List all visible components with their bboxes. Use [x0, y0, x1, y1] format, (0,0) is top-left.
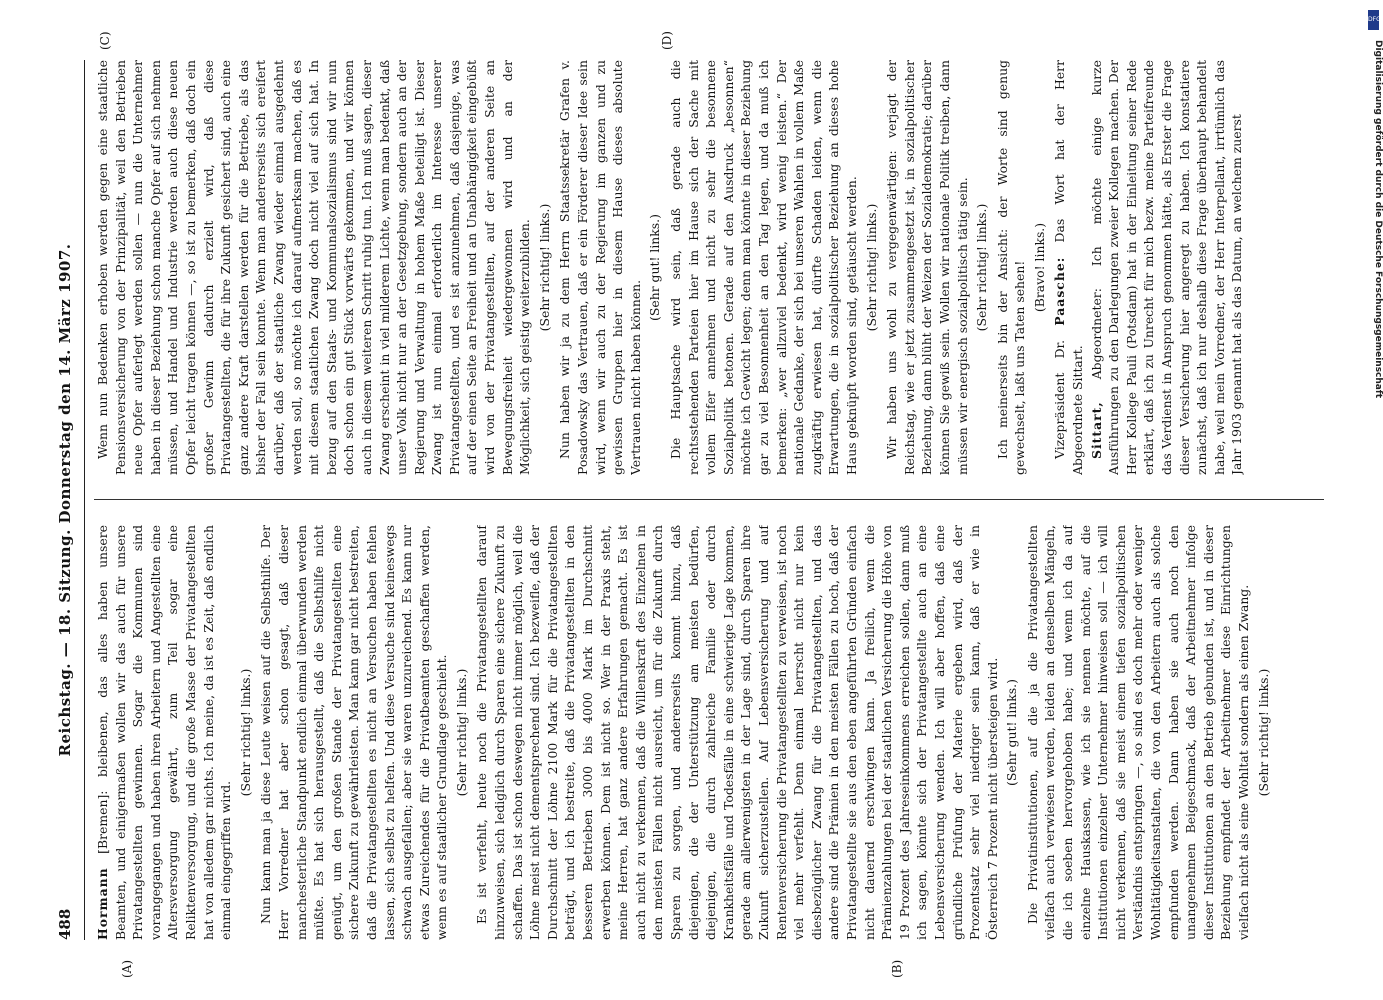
paragraph: [1088, 60, 1246, 475]
speaker-party: [Bremen]:: [95, 790, 110, 854]
paragraph: Wir haben uns wohl zu vergegenwärtigen: verjagt der Reichstag, wie er jetzt zusammengesetzt ist, in sozialpolitischer Beziehung, dann blüht der Weizen der Sozialdemokratie; darüber können Sie gewiß sein. Wollen wir nationale Politik treiben, dann müssen wir energisch sozialpolitisch tätig sein.: [884, 60, 970, 475]
interjection: (Sehr richtig! links.): [453, 668, 469, 797]
page-number: 488: [56, 908, 74, 940]
interjection: (Sehr richtig! links.): [237, 668, 253, 797]
left-column: [94, 525, 1324, 940]
interjection: (Sehr richtig! links.): [974, 203, 990, 332]
paragraph: Nun kann man ja diese Leute weisen auf die Selbsthilfe. Der Herr Vorredner hat aber schon gesagt, daß dieser manchesterliche Standpunkt endlich einmal überwunden werden müßte. Es hat sich herausgestellt, daß die Selbsthilfe nicht genügt, um den großen Stande der Privatangestellten eine sichere Zukunft zu gewährleisten. Man kann gar nicht bestreiten, daß die Privatangestellten es nicht an Versuchen haben fehlen lassen, sich selbst zu helfen. Und diese Versuche sind keineswegs schwach ausgefallen; aber sie waren unzureichend. Es kann nur etwas Zureichendes für die Privatbeamten geschaffen werden, wenn es auf staatlicher Grundlage geschieht.: [258, 525, 450, 940]
speaker-name: Sittart,: [1088, 401, 1104, 459]
paragraph: Ich meinerseits bin der Ansicht: der Worte sind genug gewechselt, laßt uns Taten sehen!: [994, 60, 1028, 475]
interjection: (Sehr gut! links.): [647, 214, 663, 321]
paragraph: [1051, 60, 1086, 475]
dfg-logo: DFG: [1368, 10, 1379, 30]
speaker-name: Hormann: [95, 867, 110, 940]
margin-marker-c: (C): [98, 31, 112, 50]
vice-president-title: Vizepräsident Dr.: [1052, 339, 1068, 459]
right-column: [94, 60, 1324, 475]
paragraph-text: Das Wort hat der Herr Abgeordnete Sittart.: [1052, 60, 1086, 475]
page-header: [50, 60, 85, 940]
paragraph: Es ist verfehlt, heute noch die Privatangestellten darauf hinzuweisen, sich lediglich durch Sparen eine sichere Zukunft zu schaffen. Das ist schon deswegen nicht immer möglich, weil die Löhne meist nicht dementsprechend sind. Ich bezweifle, daß der Durchschnitt der Löhne 2100 Mark für die Privatangestellten beträgt, und ich bestreite, daß die Privatangestellten in den besseren Betrieben 3000 bis 4000 Mark im Durchschnitt erwerben können. Dem ist nicht so. Wer in der Praxis steht, meine Herren, hat ganz andere Erfahrungen gemacht. Es ist auch nicht zu verkennen, daß die Willenskraft des Einzelnen in den meisten Fällen nicht ausreicht, um für die Zukunft durch Sparen zu sorgen, und andererseits kommt hinzu, daß diejenigen, die der Unterstützung am meisten bedürfen, diejenigen, die durch zahlreiche Familie oder durch Krankheitsfälle und Todesfälle in eine schwierige Lage kommen, gerade am allerwenigsten in der Lage sind, durch Sparen ihre Zukunft sicherzustellen. Auf Lebensversicherung und auf Rentenversicherung die Privatangestellten zu verweisen, ist noch viel mehr verfehlt. Denn einmal herrscht nicht nur kein diesbezüglicher Zwang für die Privatangestellten, und das andere sind die Prämien in den meisten Fällen zu hoch, daß der Privatangestellte sie aus den eben angeführten Gründen einfach nicht dauernd erschwingen kann. Ja freilich, wenn die Prämienzahlungen bei der staatlichen Versicherung die Höhe von 19 Prozent des Jahreseinkommens erreichen sollen, dann muß ich sagen, könnte sich der Privatangestellte auch an eine Lebensversicherung wenden. Ich will aber hoffen, daß eine gründliche Prüfung der Materie ergeben wird, daß der Prozentsatz sehr viel niedriger sein kann, daß er wie in Österreich 7 Prozent nicht übersteigen wird.: [474, 525, 1000, 940]
running-head: Reichstag. — 18. Sitzung. Donnerstag den 14. März 1907.: [56, 243, 74, 757]
rotated-document-page: [50, 31, 1350, 978]
paragraph: [94, 525, 235, 940]
margin-marker-a: (A): [120, 959, 134, 978]
interjection: (Sehr richtig! links.): [1255, 668, 1271, 797]
paragraph: Die Privatinstitutionen, auf die ja die Privatangestellten vielfach auch verwiesen werden, leiden an denselben Mängeln, die ich soeben hervorgehoben habe; und wenn ich da auf einzelne Hauskassen, wie ich sie nennen möchte, auf die Institutionen einzelner Unternehmer hinweisen soll — ich will nicht verkennen, daß sie meist einem tiefen sozialpolitischen Verständnis entspringen —, so sind es doch mehr oder weniger Wohltätigkeitsanstalten, die von den Arbeitern auch als solche empfunden werden. Dann haben sie auch noch den unangenehmen Beigeschmack, daß der Arbeitnehmer infolge dieser Institutionen an den Betrieb gebunden ist, und in dieser Beziehung empfindet der Arbeitnehmer diese Einrichtungen vielfach nicht als eine Wohltat sondern als einen Zwang.: [1024, 525, 1251, 940]
interjection: (Sehr gut! links.): [1004, 679, 1020, 786]
paragraph: Nun haben wir ja zu dem Herrn Staatssekretär Grafen v. Posadowsky das Vertrauen, daß er ein Förderer dieser Idee sein wird, wenn wir auch zu der Regierung im ganzen und zu gewissen Gruppen hier in diesem Hause dieses absolute Vertrauen nicht haben können.: [557, 60, 643, 475]
speaker-name: Paasche:: [1052, 256, 1068, 326]
paragraph: Wenn nun Bedenken erhoben werden gegen eine staatliche Pensionsversicherung von der Prinzipalität, weil den Betrieben neue Opfer auferlegt werden sollen — nun die Unternehmer haben in dieser Beziehung schon manche Opfer auf sich nehmen müssen, und Handel und Industrie werden auch diese neuen Opfer leicht tragen können —, so ist zu bemerken, daß doch ein großer Gewinn dadurch erzielt wird, daß diese Privatangestellten, die für ihre Zukunft gesichert sind, auch eine ganz andere Kraft darstellen werden für die Betriebe, als das bisher der Fall sein konnte. Wenn man andererseits sich ereifert darüber, daß der staatliche Zwang wieder einmal ausgedehnt werden soll, so möchte ich darauf aufmerksam machen, daß es mit diesem staatlichen Zwang doch nicht viel auf sich hat. In bezug auf den Staats- und Kommunalsozialismus sind wir nun doch schon ein gut Stück vorwärts gekommen, und wir können auch in diesem weiteren Schritt ruhig tun. Ich muß sagen, dieser Zwang erscheint in viel milderem Lichte, wenn man bedenkt, daß unser Volk nicht nur an der Gesetzgebung, sondern auch an der Regierung und Verwaltung in hohem Maße beteiligt ist. Dieser Zwang ist nun einmal erforderlich im Interesse unserer Privatangestellten, und es ist anzunehmen, daß dasjenige, was auf der einen Seite an Freiheit und an Unabhängigkeit eingebüßt wird von der Privatangestellten, auf der anderen Seite an Bewegungsfreiheit wiedergewonnen wird und an der Möglichkeit, sich geistig weiterzubilden.: [95, 60, 533, 475]
paragraph-text: Abgeordneter: Ich möchte einige kurze Ausführungen zu den Darlegungen zweier Kollegen machen. Der Herr Kollege Pauli (Potsdam) hat in der Einleitung seiner Rede erklärt, daß ich zu Unrecht für mich bezw. meine Parteifreunde das Verdienst in Anspruch genommen hätte, als Erster die Frage dieser Versicherung hier angeregt zu haben. Ich konstatiere zunächst, daß ich nur deshalb diese Frage überhaupt behandelt habe, weil mein Vorredner, der Herr Interpellant, irrtümlich das Jahr 1903 genannt hat als das Datum, an welchem zuerst: [1088, 60, 1245, 475]
margin-marker-d: (D): [660, 31, 674, 50]
interjection: (Bravo! links.): [1031, 222, 1047, 313]
paragraph: Die Hauptsache wird sein, daß gerade auch die rechtsstehenden Parteien hier im Hause sich der Sache mit vollem Eifer annehmen und nicht zu sehr die besonnene Sozialpolitik betonen. Gerade auf den Ausdruck „besonnen“ möchte ich Gewicht legen; denn man könnte in dieser Beziehung gar zu viel Besonnenheit an den Tag legen, und da muß ich bemerken: „wer allzuviel bedenkt, wird wenig leisten.“ Der nationale Gedanke, der sich bei unseren Wahlen in vollem Maße zugkräftig erwiesen hat, dürfte Schaden leiden, wenn die Erwartungen, die in sozialpolitischer Beziehung an dieses hohe Haus geknüpft worden sind, getäuscht werden.: [668, 60, 859, 475]
interjection: (Sehr richtig! links.): [863, 203, 879, 332]
digitization-credit: Digitalisierung gefördert durch die Deutsche Forschungsgemeinschaft: [1373, 40, 1383, 399]
paragraph-text: bleibenen, das alles haben unsere Beamten, und einigermaßen wollen wir das auch für unsere Privatangestellten gewinnen. Sogar die Kommunen sind vorangegangen und haben ihren Arbeitern und Angestellten eine Altersversorgung gewährt, zum Teil sogar eine Reliktenversorgung, und die große Masse der Privatangestellten hat von alledem gar nichts. Ich meine, da ist es Zeit, daß endlich einmal eingegriffen wird.: [95, 525, 234, 940]
margin-marker-b: (B): [890, 959, 904, 978]
column-divider: [94, 499, 1324, 500]
interjection: (Sehr richtig! links.): [536, 203, 552, 332]
